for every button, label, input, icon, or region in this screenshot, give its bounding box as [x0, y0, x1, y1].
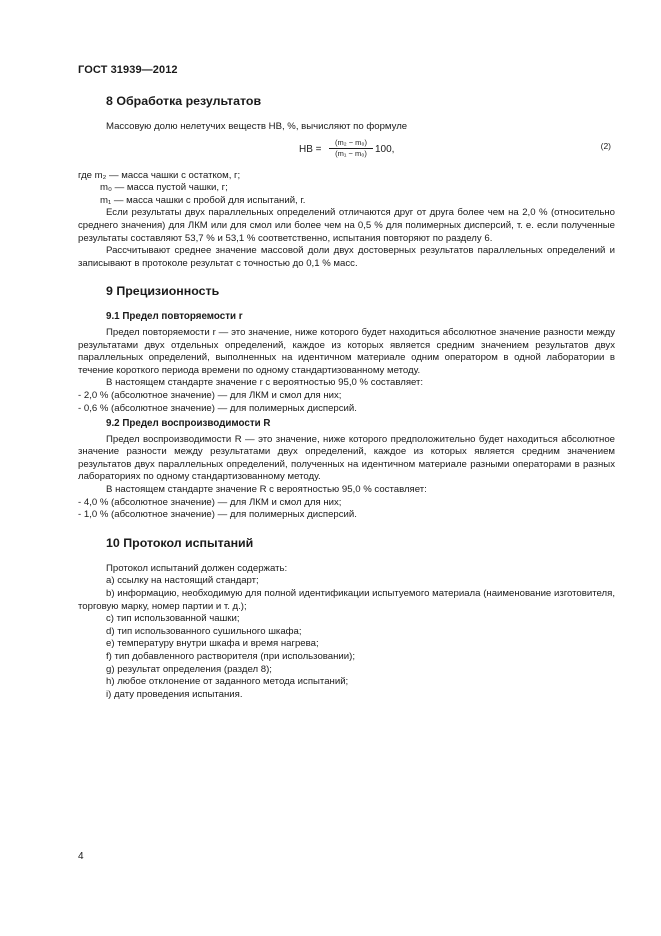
section-9-2-dash-2: - 1,0 % (абсолютное значение) — для полимерных дисперсий. — [78, 509, 357, 521]
formula-fraction — [329, 138, 373, 158]
section-9-2-title: 9.2 Предел воспроизводимости R — [106, 418, 271, 430]
section-9-1-dash-1: - 2,0 % (абсолютное значение) — для ЛКМ и смол для них; — [78, 389, 342, 401]
list-item-f: f) тип добавленного растворителя (при использовании); — [106, 651, 356, 662]
section-9-2-para-1: Предел воспроизводимости R — это значение, ниже которого предположительно будет находиться абсолютное значение разности между результатами двух определений, каждое из которых является средним значением результатов двух параллельных определений, полученных на идентичном материале разными операторами в разных лабораториях по одному стандартизованному методу. — [78, 433, 615, 483]
list-item-a: a) ссылку на настоящий стандарт; — [106, 575, 259, 587]
where-m2: где m₂ — масса чашки с остатком, г; — [78, 169, 241, 181]
list-item-b: b) информацию, необходимую для полной идентификации испытуемого материала (наименование изготовителя, торговую марку, номер партии и т. д.); — [78, 588, 615, 612]
where-m0: m₀ — масса пустой чашки, г; — [100, 182, 228, 194]
document-body — [78, 94, 615, 701]
formula-2 — [78, 138, 615, 164]
page-number: 4 — [78, 851, 84, 862]
formula-number: (2) — [600, 140, 611, 151]
formula-rhs: 100, — [375, 143, 395, 155]
section-9-1-title: 9.1 Предел повторяемости r — [106, 311, 243, 323]
section-9-1-dash-2: - 0,6 % (абсолютное значение) — для полимерных дисперсий. — [78, 402, 357, 414]
section-8-para-1: Если результаты двух параллельных определений отличаются друг от друга более чем на 2,0 % (относительно среднего значения) для ЛКМ или для смол или более чем на 0,5 % для полимерных дисперсий, т. е. если полученные результаты составляют 53,7 % и 53,1 % соответственно, испытания повторяют по разделу 6. — [78, 207, 615, 244]
list-item-c: c) тип использованной чашки; — [106, 613, 240, 625]
list-item-h: h) любое отклонение от заданного метода испытаний; — [106, 676, 349, 688]
section-9-title: 9 Прецизионность — [106, 284, 220, 299]
list-item-g: g) результат определения (раздел 8); — [106, 663, 272, 675]
list-item-d: d) тип использованного сушильного шкафа; — [106, 625, 302, 637]
section-8-title: 8 Обработка результатов — [106, 94, 262, 108]
formula-denominator: (m₁ − m₀) — [335, 148, 367, 158]
section-9-1-para-2: В настоящем стандарте значение r с вероятностью 95,0 % составляет: — [106, 377, 424, 389]
formula-lhs: НВ = — [299, 143, 322, 155]
where-m1: m₁ — масса чашки с пробой для испытаний, г. — [100, 194, 306, 206]
section-10-intro: Протокол испытаний должен содержать: — [106, 562, 288, 574]
section-9-2-para-2: В настоящем стандарте значение R с вероятностью 95,0 % составляет: — [106, 484, 427, 496]
section-9-1-para-1: Предел повторяемости r — это значение, ниже которого будет находиться абсолютное значение разности между результатами двух отдельных определений, каждое из которых является средним значением результатов двух параллельных определений, выполненных на идентичном материале одним оператором в одной лаборатории в течение короткого периода времени по одному стандартизованному методу. — [78, 326, 615, 376]
section-9-2-dash-1: - 4,0 % (абсолютное значение) — для ЛКМ и смол для них; — [78, 496, 342, 508]
formula-numerator: (m₂ − m₀) — [329, 138, 373, 149]
section-10-title: 10 Протокол испытаний — [106, 535, 254, 550]
section-8-para-2: Рассчитывают среднее значение массовой доли двух достоверных результатов параллельных определений и записывают в протоколе результат с точностью до 0,1 % масс. — [78, 245, 615, 269]
section-8-intro: Массовую долю нелетучих веществ НВ, %, вычисляют по формуле — [106, 121, 408, 132]
list-item-e: e) температуру внутри шкафа и время нагрева; — [106, 638, 319, 650]
list-item-i: i) дату проведения испытания. — [106, 688, 243, 700]
document-header: ГОСТ 31939—2012 — [78, 64, 178, 76]
